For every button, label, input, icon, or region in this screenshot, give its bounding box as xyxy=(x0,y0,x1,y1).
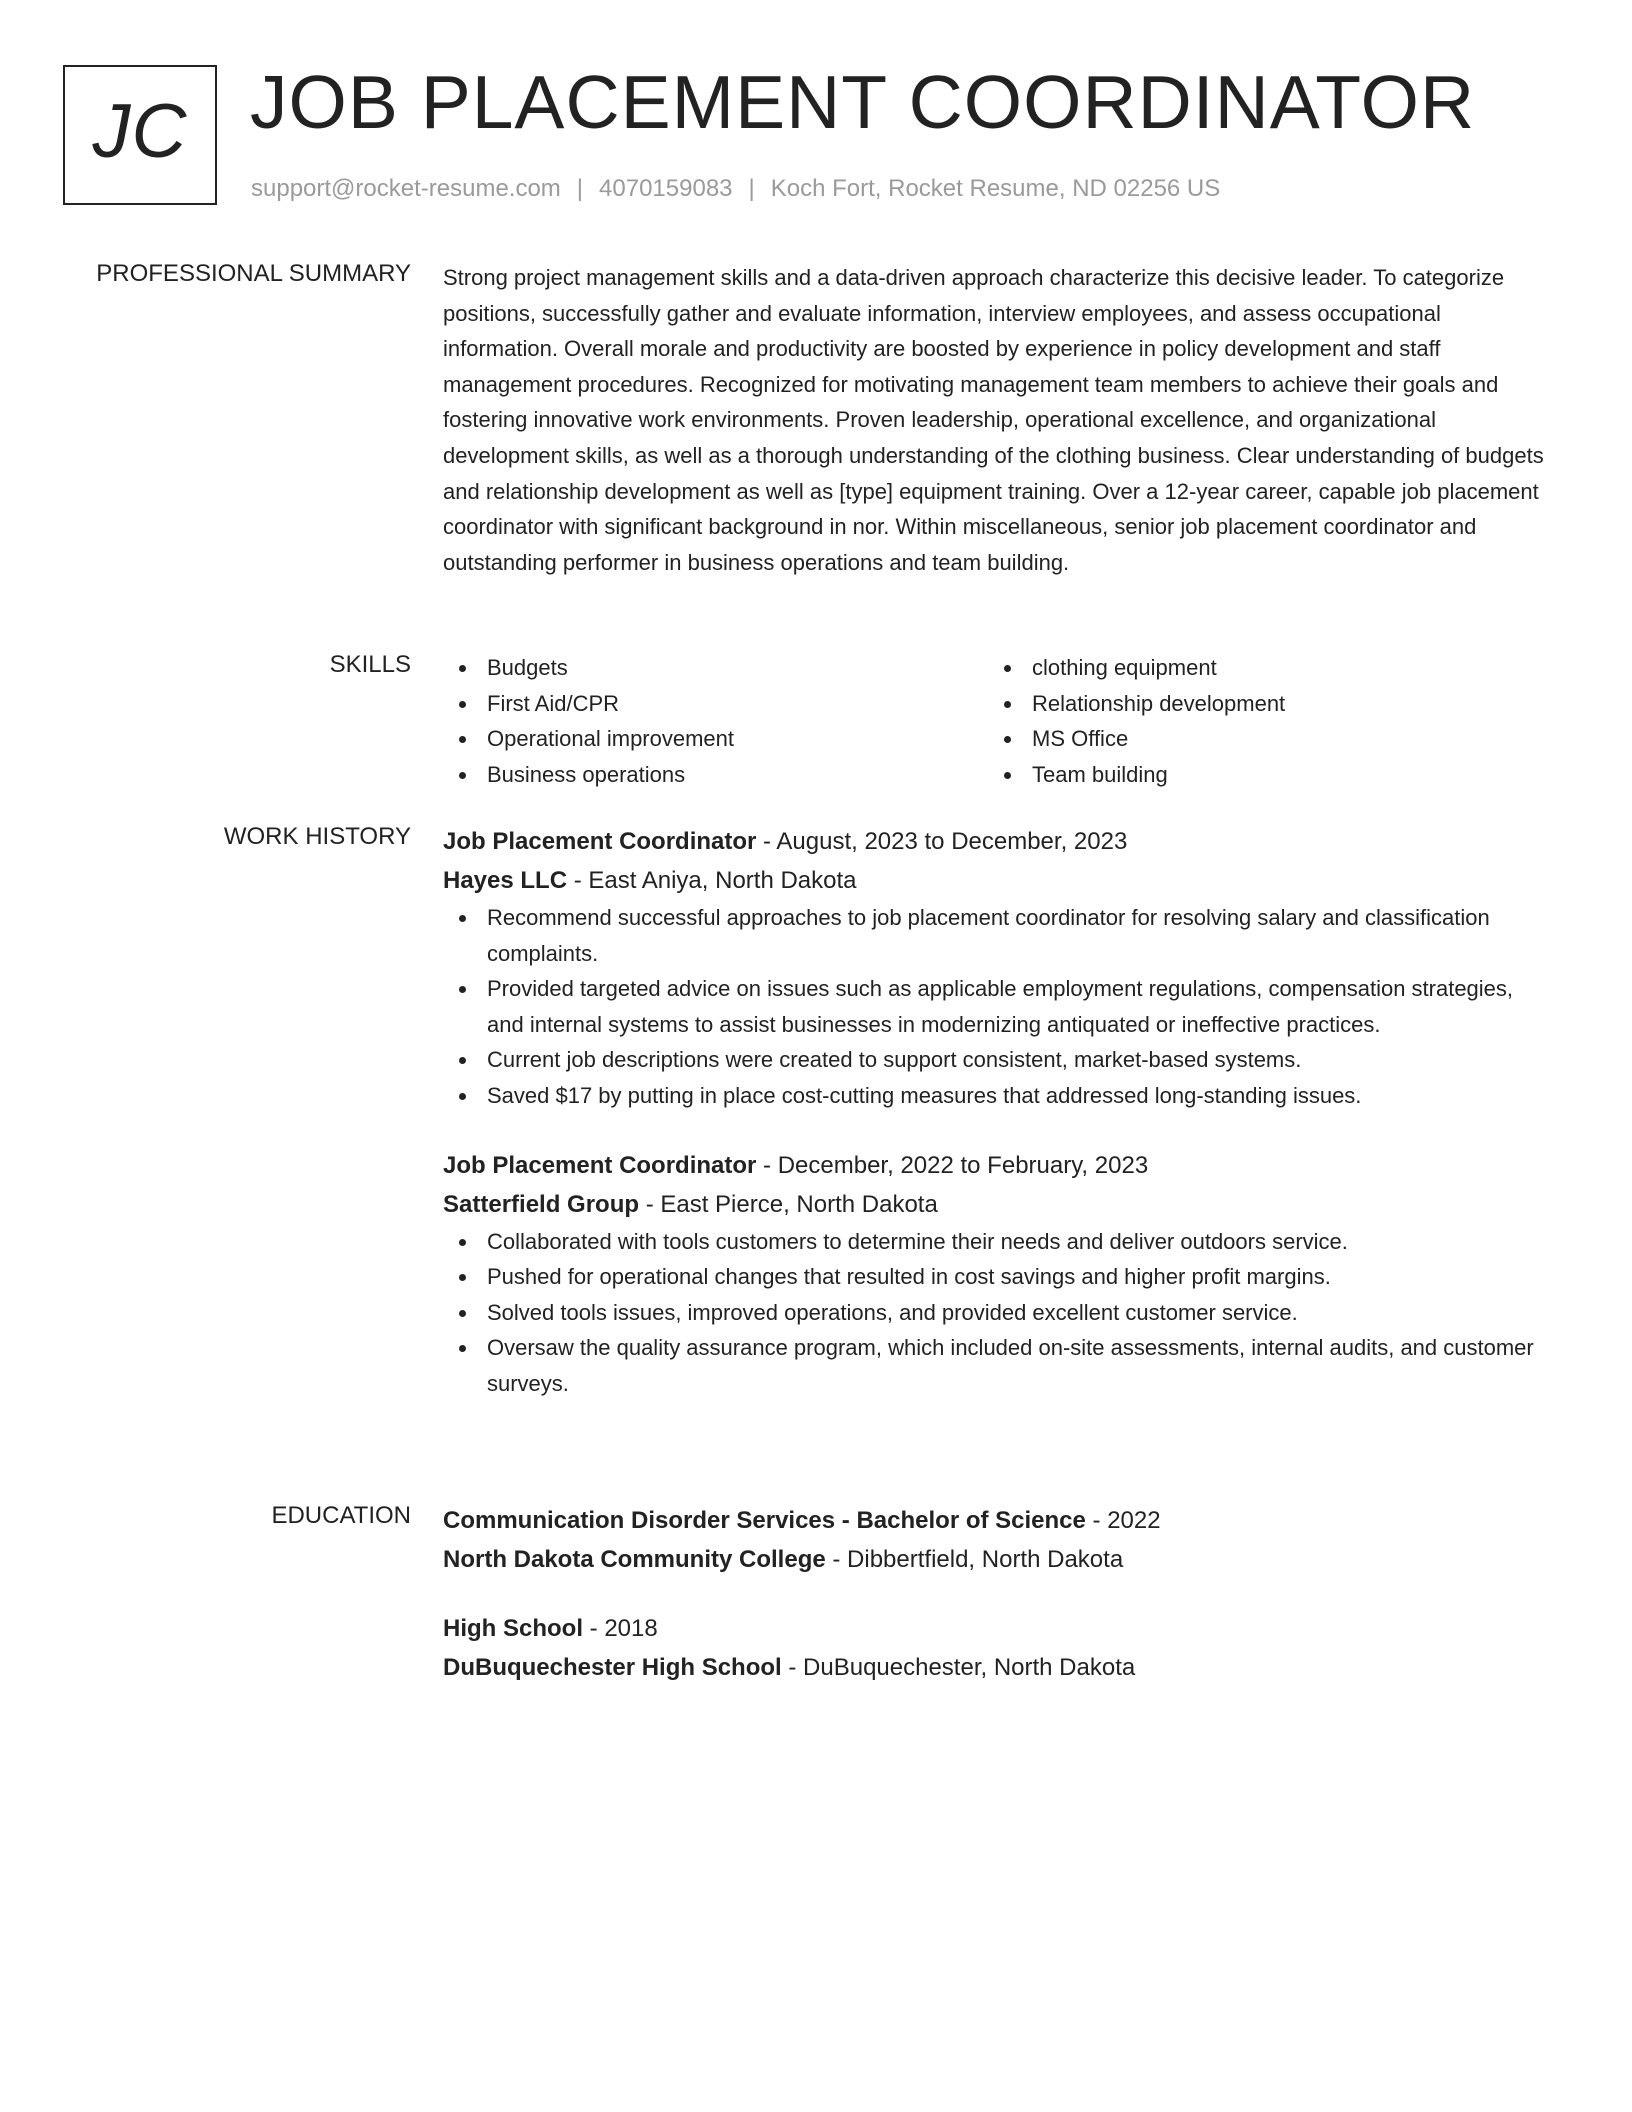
job-company: Hayes LLC xyxy=(443,867,568,894)
job-title-line xyxy=(443,1146,1553,1185)
education-entry xyxy=(443,1501,1553,1579)
job-company: Satterfield Group xyxy=(443,1190,640,1218)
resume-title: JOB PLACEMENT COORDINATOR xyxy=(250,60,1476,144)
contact-phone[interactable]: 4070159083 xyxy=(599,175,733,202)
job-bullet: Solved tools issues, improved operations, and provided excellent customer service. xyxy=(443,1295,1553,1331)
skill-item: Team building xyxy=(988,757,1533,793)
education-school-line xyxy=(443,1540,1553,1579)
skill-item: Budgets xyxy=(443,650,988,686)
job-bullets xyxy=(443,900,1553,1114)
education-location: - DuBuquechester, North Dakota xyxy=(781,1654,1136,1681)
job-company-line xyxy=(443,861,1553,900)
education-degree: High School xyxy=(443,1615,583,1642)
education-body xyxy=(443,1501,1553,1687)
monogram-box xyxy=(63,65,217,205)
education-degree-line xyxy=(443,1501,1553,1540)
education-degree-line xyxy=(443,1609,1553,1648)
education-year: - 2022 xyxy=(1085,1507,1161,1534)
contact-separator: | xyxy=(576,175,584,202)
summary-text: Strong project management skills and a data-driven approach characterize this decisive leader. To categorize positions, successfully gather and evaluate information, interview employees, and assess occupational information. Overall morale and productivity are boosted by experience in policy development and staff management procedures. Recognized for motivating management team members to achieve their goals and fostering innovative work environments. Proven leadership, operational excellence, and organizational development skills, as well as a thorough understanding of the clothing business. Clear understanding of budgets and relationship development as well as [type] equipment training. Over a 12-year career, capable job placement coordinator with significant background in nor. Within miscellaneous, senior job placement coordinator and outstanding performer in business operations and team building. xyxy=(443,265,1544,575)
skill-item: First Aid/CPR xyxy=(443,686,988,722)
skill-item: Business operations xyxy=(443,757,988,793)
work-body xyxy=(443,822,1553,1402)
education-degree: Communication Disorder Services - Bachelor of Science xyxy=(443,1507,1086,1534)
skill-item: Operational improvement xyxy=(443,721,988,757)
summary-label: PROFESSIONAL SUMMARY xyxy=(96,260,411,287)
skill-item: MS Office xyxy=(988,721,1533,757)
skills-label: SKILLS xyxy=(329,651,411,678)
education-school: DuBuquechester High School xyxy=(443,1654,782,1681)
education-year: - 2018 xyxy=(583,1615,658,1642)
job-bullet: Oversaw the quality assurance program, which included on-site assessments, internal audits, and customer surveys. xyxy=(443,1330,1553,1401)
skills-list-right xyxy=(988,650,1533,792)
job-bullet: Collaborated with tools customers to determine their needs and deliver outdoors service. xyxy=(443,1224,1553,1260)
skills-body xyxy=(443,650,1553,792)
skill-item: clothing equipment xyxy=(988,650,1533,686)
job-bullet: Pushed for operational changes that resulted in cost savings and higher profit margins. xyxy=(443,1259,1553,1295)
education-school-line xyxy=(443,1648,1553,1687)
job-dates: - December, 2022 to February, 2023 xyxy=(756,1151,1149,1179)
education-label: EDUCATION xyxy=(271,1502,411,1529)
job-bullets xyxy=(443,1224,1553,1402)
job-entry xyxy=(443,1146,1553,1402)
skills-grid xyxy=(443,650,1553,792)
job-title: Job Placement Coordinator xyxy=(443,1151,757,1179)
contact-address: Koch Fort, Rocket Resume, ND 02256 US xyxy=(770,175,1221,202)
job-company-line xyxy=(443,1185,1553,1224)
job-title-line xyxy=(443,822,1553,861)
contact-line xyxy=(251,174,1220,204)
skills-list-left xyxy=(443,650,988,792)
contact-separator: | xyxy=(748,175,755,202)
job-bullet: Recommend successful approaches to job placement coordinator for resolving salary and classification complaints. xyxy=(443,900,1553,971)
skill-item: Relationship development xyxy=(988,686,1533,722)
education-entry xyxy=(443,1609,1553,1687)
summary-body xyxy=(443,259,1553,580)
job-dates: - August, 2023 to December, 2023 xyxy=(756,828,1128,855)
education-school: North Dakota Community College xyxy=(443,1546,826,1573)
contact-email[interactable]: support@rocket-resume.com xyxy=(251,175,561,202)
job-bullet: Provided targeted advice on issues such as applicable employment regulations, compensation strategies, and internal systems to assist businesses in modernizing antiquated or ineffective practices. xyxy=(443,971,1553,1042)
job-title: Job Placement Coordinator xyxy=(443,828,757,855)
job-location: - East Aniya, North Dakota xyxy=(567,867,857,894)
education-location: - Dibbertfield, North Dakota xyxy=(825,1546,1124,1573)
job-bullet: Saved $17 by putting in place cost-cutting measures that addressed long-standing issues. xyxy=(443,1078,1553,1114)
job-entry xyxy=(443,822,1553,1114)
work-label: WORK HISTORY xyxy=(223,823,411,850)
monogram-initials: JC xyxy=(92,88,188,174)
job-bullet: Current job descriptions were created to support consistent, market-based systems. xyxy=(443,1042,1553,1078)
job-location: - East Pierce, North Dakota xyxy=(639,1190,938,1218)
